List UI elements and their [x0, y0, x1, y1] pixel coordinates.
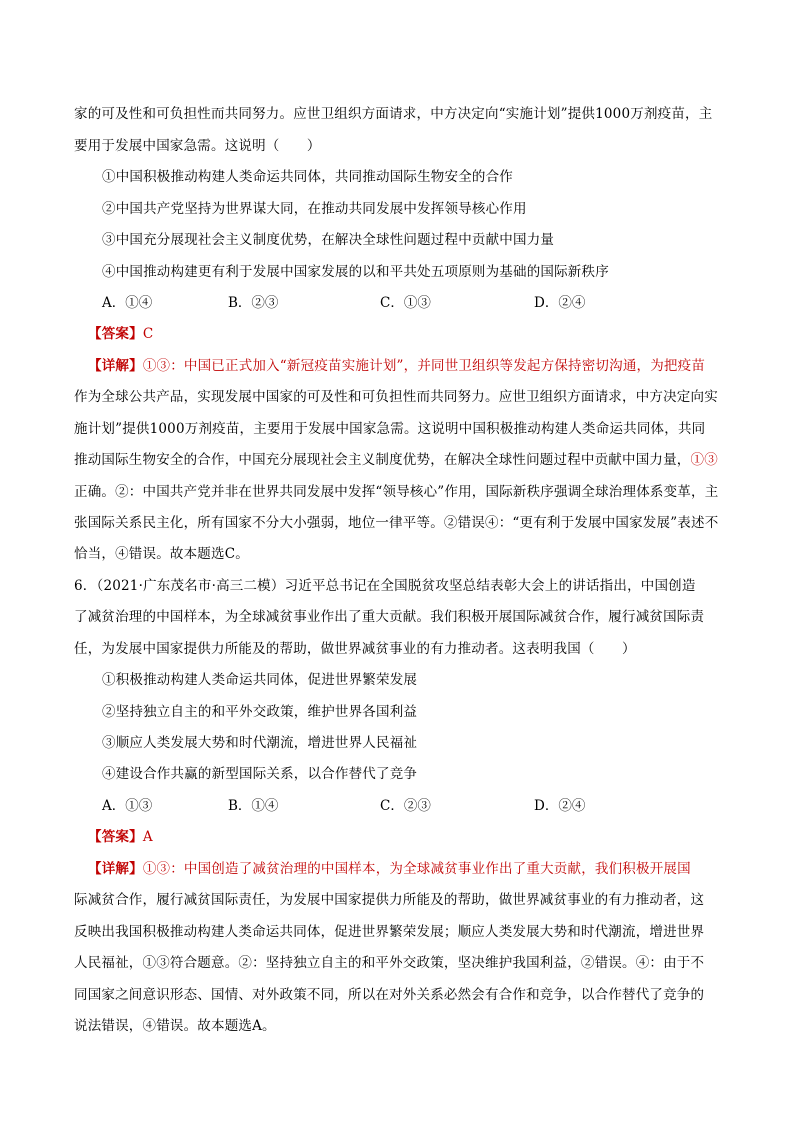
- q5-detail-line-2: 作为全球公共产品，实现发展中国家的可及性和可负担性而共同努力。应世卫组织方面请求，中方决定向实: [74, 389, 718, 405]
- q6-options: [102, 794, 702, 814]
- q6-detail-line-1: [88, 857, 691, 877]
- q5-statement-4: ④中国推动构建更有利于发展中国家发展的以和平共处五项原则为基础的国际新秩序: [102, 264, 609, 280]
- q5-detail-line-4: [74, 448, 718, 468]
- q6-option-a: A．①③: [102, 798, 153, 814]
- q5-answer: [88, 322, 153, 342]
- q5-stem-line-2: 要用于发展中国家急需。这说明（ ）: [74, 138, 321, 154]
- q5-detail-text-4: 推动国际生物安全的合作，中国充分展现社会主义制度优势，在解决全球性问题过程中贡献中国力量，: [74, 452, 691, 468]
- q6-detail-line-6: 说法错误，④错误。故本题选A。: [74, 1018, 276, 1034]
- q6-detail-line-2: 际减贫合作，履行减贫国际责任，为发展中国家提供力所能及的帮助，做世界减贫事业的有力推动者，这: [74, 892, 705, 908]
- q6-option-c: C．②③: [380, 798, 431, 814]
- q6-detail-label: 【详解】: [88, 861, 143, 877]
- q5-option-b: B．②③: [228, 295, 279, 311]
- q5-detail-line-6: 张国际关系民主化，所有国家不分大小强弱，地位一律平等。②错误④：“更有利于发展中国家发展”表述不: [74, 515, 719, 531]
- q6-answer-value: A: [142, 829, 153, 845]
- q6-option-d: D．②④: [534, 798, 586, 814]
- q5-stem-line-1: 家的可及性和可负担性而共同努力。应世卫组织方面请求，中方决定向“实施计划”提供1000万剂疫苗，主: [74, 106, 713, 122]
- q5-detail-line-3: 施计划”提供1000万剂疫苗，主要用于发展中国家急需。这说明中国积极推动构建人类命运共同体，共同: [74, 421, 706, 437]
- q6-detail-line-3: 反映出我国积极推动构建人类命运共同体，促进世界繁荣发展；顺应人类发展大势和时代潮流，增进世界: [74, 924, 705, 940]
- q5-detail-label: 【详解】: [88, 358, 143, 374]
- q6-stem-line-1: 6．（2021·广东茂名市·高三二模）习近平总书记在全国脱贫攻坚总结表彰大会上的讲话指出，中国创造: [74, 578, 696, 594]
- q5-detail-ref: ①③: [690, 452, 718, 468]
- q6-statement-3: ③顺应人类发展大势和时代潮流，增进世界人民福祉: [102, 735, 418, 751]
- q6-answer-label: 【答案】: [88, 829, 143, 845]
- q6-stem-line-2: 了减贫治理的中国样本，为全球减贫事业作出了重大贡献。我们积极开展国际减贫合作，履行减贫国际责: [74, 609, 705, 625]
- q5-statement-1: ①中国积极推动构建人类命运共同体，共同推动国际生物安全的合作: [102, 169, 513, 185]
- q6-statement-2: ②坚持独立自主的和平外交政策，维护世界各国利益: [102, 704, 418, 720]
- q5-statement-2: ②中国共产党坚持为世界谋大同，在推动共同发展中发挥领导核心作用: [102, 201, 527, 217]
- q6-detail-text-1: ①③：中国创造了减贫治理的中国样本，为全球减贫事业作出了重大贡献，我们积极开展国: [142, 861, 691, 877]
- q5-option-c: C．①③: [380, 295, 431, 311]
- q6-detail-line-5: 同国家之间意识形态、国情、对外政策不同，所以在对外关系必然会有合作和竞争，以合作替代了竞争的: [74, 987, 705, 1003]
- q5-detail-text-1: ①③：中国已正式加入“新冠疫苗实施计划”，并同世卫组织等发起方保持密切沟通，为把疫苗: [142, 358, 706, 374]
- q6-option-b: B．①④: [228, 798, 279, 814]
- q5-answer-value: C: [142, 326, 154, 342]
- q6-stem-line-3: 任，为发展中国家提供力所能及的帮助，做世界减贫事业的有力推动者。这表明我国（ ）: [74, 641, 636, 657]
- q6-detail-line-4: 人民福祉，①③符合题意。②：坚持独立自主的和平外交政策，坚决维护我国利益，②错误。④：由于不: [74, 955, 705, 971]
- q5-options: [102, 291, 702, 311]
- q5-detail-line-5: 正确。②：中国共产党并非在世界共同发展中发挥“领导核心”作用，国际新秩序强调全球治理体系变革，主: [74, 484, 719, 500]
- q5-answer-label: 【答案】: [88, 326, 143, 342]
- q5-option-d: D．②④: [534, 295, 586, 311]
- q6-statement-1: ①积极推动构建人类命运共同体，促进世界繁荣发展: [102, 672, 418, 688]
- q5-detail-line-7: 恰当，④错误。故本题选C。: [74, 546, 249, 562]
- q5-statement-3: ③中国充分展现社会主义制度优势，在解决全球性问题过程中贡献中国力量: [102, 232, 555, 248]
- q5-option-a: A．①④: [102, 295, 153, 311]
- q5-detail-line-1: [88, 354, 705, 374]
- q6-answer: [88, 825, 153, 845]
- q6-statement-4: ④建设合作共赢的新型国际关系，以合作替代了竞争: [102, 766, 418, 782]
